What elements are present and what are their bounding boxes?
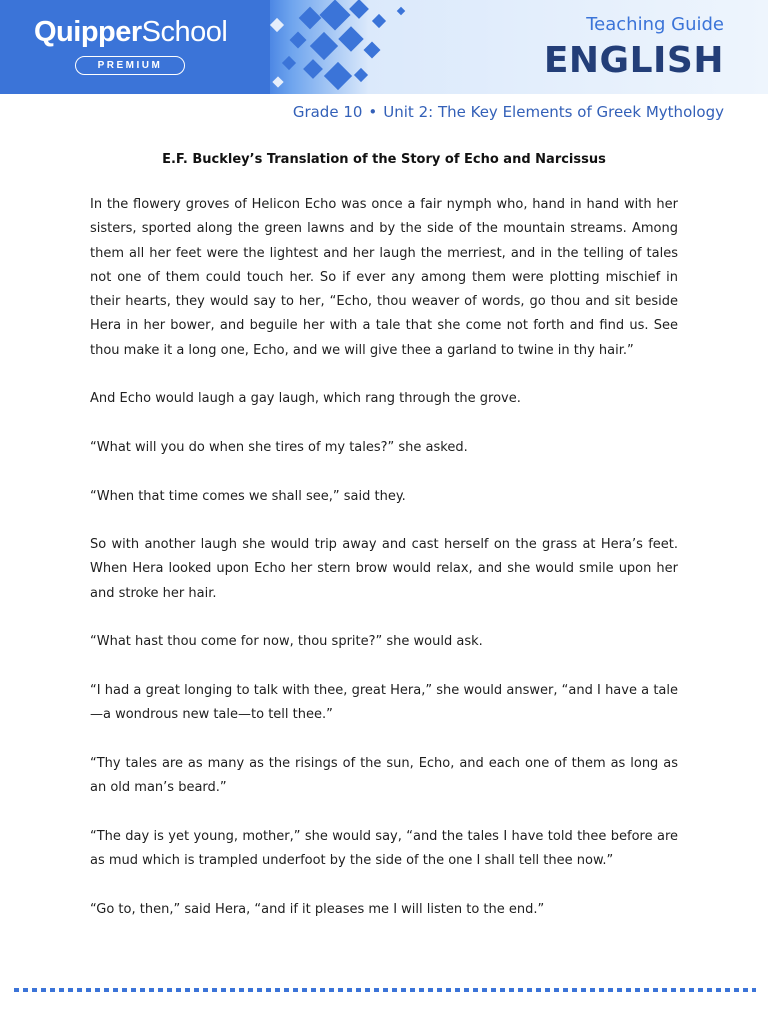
- page-header: [0, 0, 768, 94]
- decorative-diamond-pattern: [262, 0, 422, 94]
- paragraph: And Echo would laugh a gay laugh, which rang through the grove.: [90, 391, 521, 407]
- footer-dotted-divider: [14, 988, 756, 992]
- breadcrumb-grade: Grade 10: [292, 103, 363, 121]
- logo-light-text: School: [141, 16, 228, 48]
- paragraph: So with another laugh she would trip away and cast herself on the grass at Hera’s feet. When Hera looked upon Echo her stern brow would relax, and she would smile upon her and stroke her hair.: [90, 537, 678, 601]
- breadcrumb-unit: Unit 2: The Key Elements of Greek Mythology: [383, 103, 724, 121]
- paragraph: “I had a great longing to talk with thee, great Hera,” she would answer, “and I have a tale—a wondrous new tale—to tell thee.”: [90, 682, 678, 723]
- paragraph: In the flowery groves of Helicon Echo was once a fair nymph who, hand in hand with her sisters, sported along the green lawns and by the side of the mountain streams. Among them all her feet were the lightest and her laugh the merriest, and in the telling of tales not one of them could touch her. So if ever any among them were plotting mischief in their hearts, they would say to her, “Echo, thou weaver of words, go thou and sit beside Hera in her bower, and beguile her with a tale that she come not forth and find us. See thou make it a long one, Echo, and we will give thee a garland to twine in thy hair.”: [90, 197, 678, 358]
- logo-bold-text: Quipper: [34, 16, 142, 48]
- paragraph: “When that time comes we shall see,” said they.: [90, 488, 406, 504]
- paragraph: “The day is yet young, mother,” she would say, “and the tales I have told thee before are as mud which is trampled underfoot by the side of the one I shall tell thee now.”: [90, 828, 678, 869]
- quipper-school-logo: [34, 16, 227, 49]
- paragraph: “What will you do when she tires of my tales?” she asked.: [90, 439, 468, 455]
- breadcrumb-separator: •: [368, 103, 378, 121]
- paragraph: “Thy tales are as many as the risings of the sun, Echo, and each one of them as long as an old man’s beard.”: [90, 755, 678, 796]
- premium-badge: PREMIUM: [75, 56, 185, 75]
- paragraph: “What hast thou come for now, thou sprite?” she would ask.: [90, 634, 483, 650]
- teaching-guide-label: Teaching Guide: [586, 14, 724, 35]
- breadcrumb: [293, 103, 724, 121]
- document-title: E.F. Buckley’s Translation of the Story of Echo and Narcissus: [162, 152, 606, 167]
- paragraph: “Go to, then,” said Hera, “and if it pleases me I will listen to the end.”: [90, 901, 545, 917]
- subject-title: ENGLISH: [543, 40, 724, 81]
- document-body: [90, 152, 678, 946]
